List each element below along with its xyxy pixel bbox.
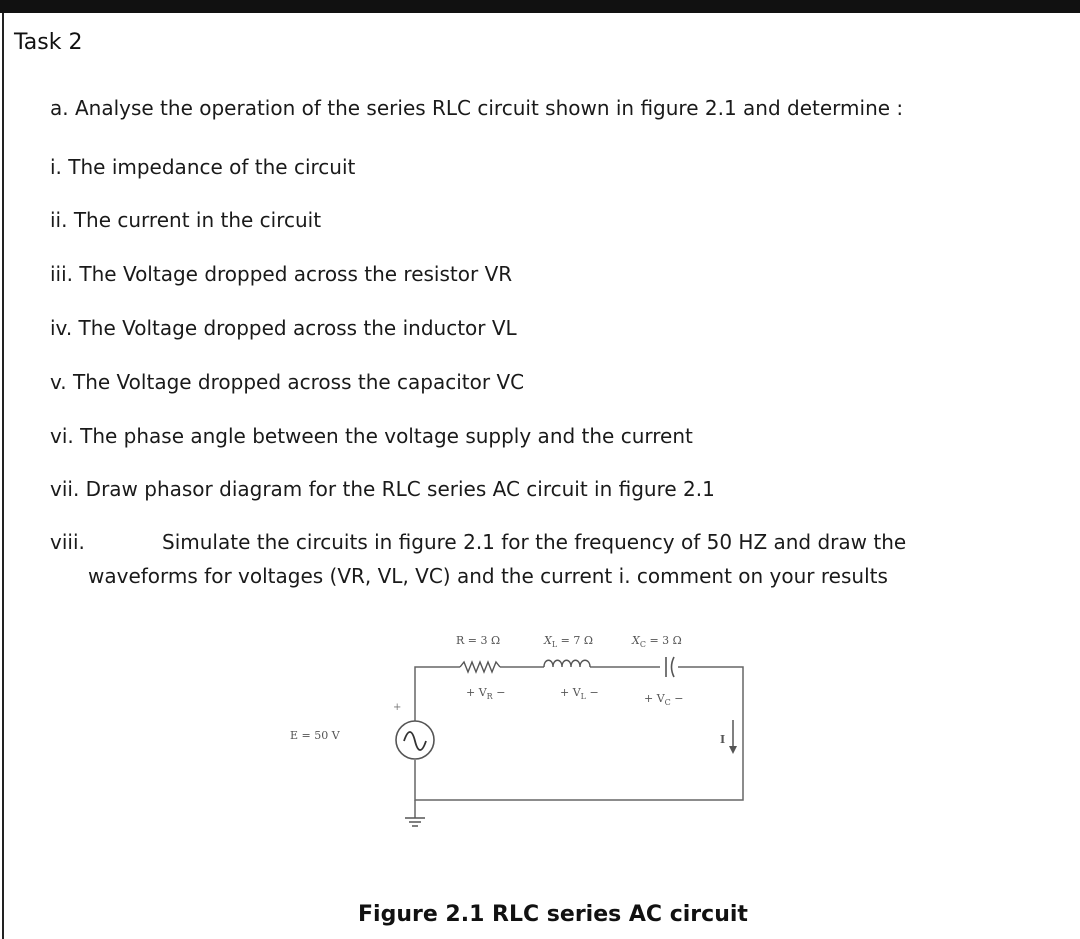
question-item-ii: ii. The current in the circuit (50, 208, 322, 232)
question-item-v: v. The Voltage dropped across the capacitor VC (50, 370, 525, 394)
wire-left-top (415, 667, 460, 725)
ground-symbol (405, 818, 425, 826)
question-item-i: i. The impedance of the circuit (50, 155, 356, 179)
question-item-viii-line2: waveforms for voltages (VR, VL, VC) and the current i. comment on your results (88, 564, 888, 588)
figure-caption: Figure 2.1 RLC series AC circuit (358, 902, 748, 927)
inductor-label: $X_L = 7$ Ω (544, 634, 593, 649)
rlc-circuit-diagram (280, 620, 770, 835)
source-voltage-label: E = 50 V (290, 729, 340, 742)
top-border (0, 0, 1080, 13)
question-item-vii: vii. Draw phasor diagram for the RLC series AC circuit in figure 2.1 (50, 477, 715, 501)
question-item-iii: iii. The Voltage dropped across the resistor VR (50, 262, 513, 286)
question-intro: a. Analyse the operation of the series RLC circuit shown in figure 2.1 and determine : (50, 96, 904, 120)
current-label: I (720, 733, 726, 746)
vc-label: + $V_C$ − (644, 692, 684, 707)
capacitor-label: $X_C = 3$ Ω (632, 634, 682, 649)
question-item-viii-number: viii. (50, 530, 85, 554)
question-item-viii-line1: Simulate the circuits in figure 2.1 for the frequency of 50 HZ and draw the (162, 530, 907, 554)
vr-label: + $V_R$ − (466, 686, 506, 701)
source-plus-label: + (393, 702, 402, 713)
page-title: Task 2 (14, 30, 83, 55)
vl-label: + $V_L$ − (560, 686, 599, 701)
inductor-symbol (544, 660, 590, 667)
question-item-iv: iv. The Voltage dropped across the inductor VL (50, 316, 517, 340)
question-item-vi: vi. The phase angle between the voltage supply and the current (50, 424, 693, 448)
resistor-label: R = 3 Ω (456, 634, 501, 647)
capacitor-symbol (666, 657, 674, 677)
ac-source-symbol (396, 721, 434, 759)
resistor-symbol (460, 662, 500, 672)
current-arrow (729, 720, 737, 754)
